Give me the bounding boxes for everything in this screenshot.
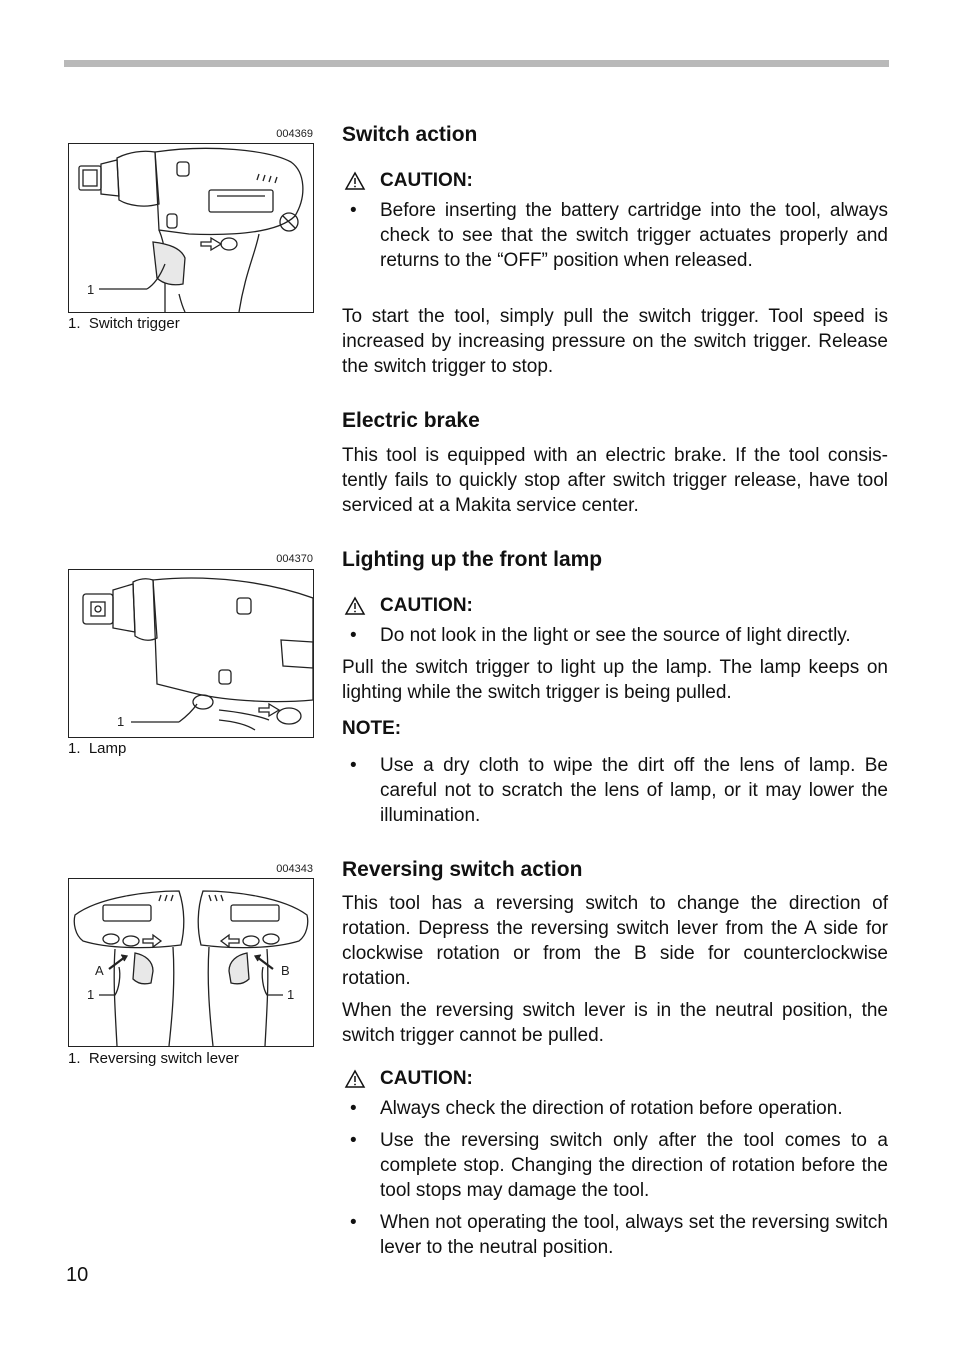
list-item [342,1096,888,1121]
body-paragraph: When the reversing switch lever is in the neutral position, the switch trigger cannot be pulled. [342,1000,888,1046]
list-item [342,753,888,828]
body-paragraph: This tool has a reversing switch to change the direction of rotation. Depress the reversing switch lever from the A side for clockwise rotation or from the B side for counterclockwise rotation. [342,893,888,989]
body-paragraph: To start the tool, simply pull the switch trigger. Tool speed is increased by increasing pressure on the switch trigger. Release the switch trigger to stop. [342,306,888,377]
list-item [342,1128,888,1203]
warning-triangle-icon [344,171,366,191]
body-paragraph: Pull the switch trigger to light up the lamp. The lamp keeps on lighting while the switch trigger is being pulled. [342,657,888,703]
section-title: Electric brake [342,409,480,432]
list-item [342,623,888,648]
figure-code: 004369 [276,128,313,140]
bullet: • [350,1098,357,1119]
list-item [342,1210,888,1260]
figure-code: 004343 [276,863,313,875]
caution-text: Do not look in the light or see the source of light directly. [380,625,851,646]
caution-text: When not operating the tool, always set the reversing switch lever to the neutral position. [380,1212,888,1258]
list-item [342,198,888,273]
note-label: NOTE: [342,718,402,739]
bullet: • [350,200,357,221]
callout-label: 1 [87,282,95,297]
caution-label: CAUTION: [380,1068,473,1089]
section-title: Lighting up the front lamp [342,548,603,571]
reversing-switch-illustration [68,878,314,1047]
caution-text: Before inserting the battery cartridge into the tool, always check to see that the switch trigger actuates properly and returns to the “OFF” position when released. [380,200,888,271]
section-title: Switch action [342,123,478,146]
callout-label: 1 [87,987,95,1002]
caution-text: Always check the direction of rotation before operation. [380,1098,843,1119]
section-title: Reversing switch action [342,858,583,881]
warning-triangle-icon [344,1069,366,1089]
top-rule [64,60,889,67]
bullet: • [350,625,357,646]
lamp-illustration [68,569,314,738]
caution-label: CAUTION: [380,595,473,616]
switch-trigger-illustration [68,143,314,313]
bullet: • [350,1130,357,1151]
callout-label: 1 [287,987,295,1002]
callout-label: 1 [117,714,125,729]
figure-caption: 1. Reversing switch lever [68,1050,239,1067]
body-paragraph: This tool is equipped with an electric brake. If the tool consis-tently fails to quickly stop after switch trigger release, have tool serviced at a Makita service center. [342,445,888,516]
bullet: • [350,1212,357,1233]
figure-caption: 1. Lamp [68,740,127,757]
page-number: 10 [66,1264,89,1286]
note-text: Use a dry cloth to wipe the dirt off the lens of lamp. Be careful not to scratch the lens of lamp, or it may lower the illumination. [380,755,888,826]
caution-label: CAUTION: [380,170,473,191]
warning-triangle-icon [344,596,366,616]
figure-code: 004370 [276,553,313,565]
callout-label: A [95,963,104,978]
caution-heading [342,1068,473,1090]
bullet: • [350,755,357,776]
figure-caption: 1. Switch trigger [68,315,180,332]
caution-heading [342,170,473,192]
callout-label: B [281,963,290,978]
caution-text: Use the reversing switch only after the tool comes to a complete stop. Changing the direction of rotation before the tool stops may damage the tool. [380,1130,888,1201]
caution-heading [342,595,473,617]
